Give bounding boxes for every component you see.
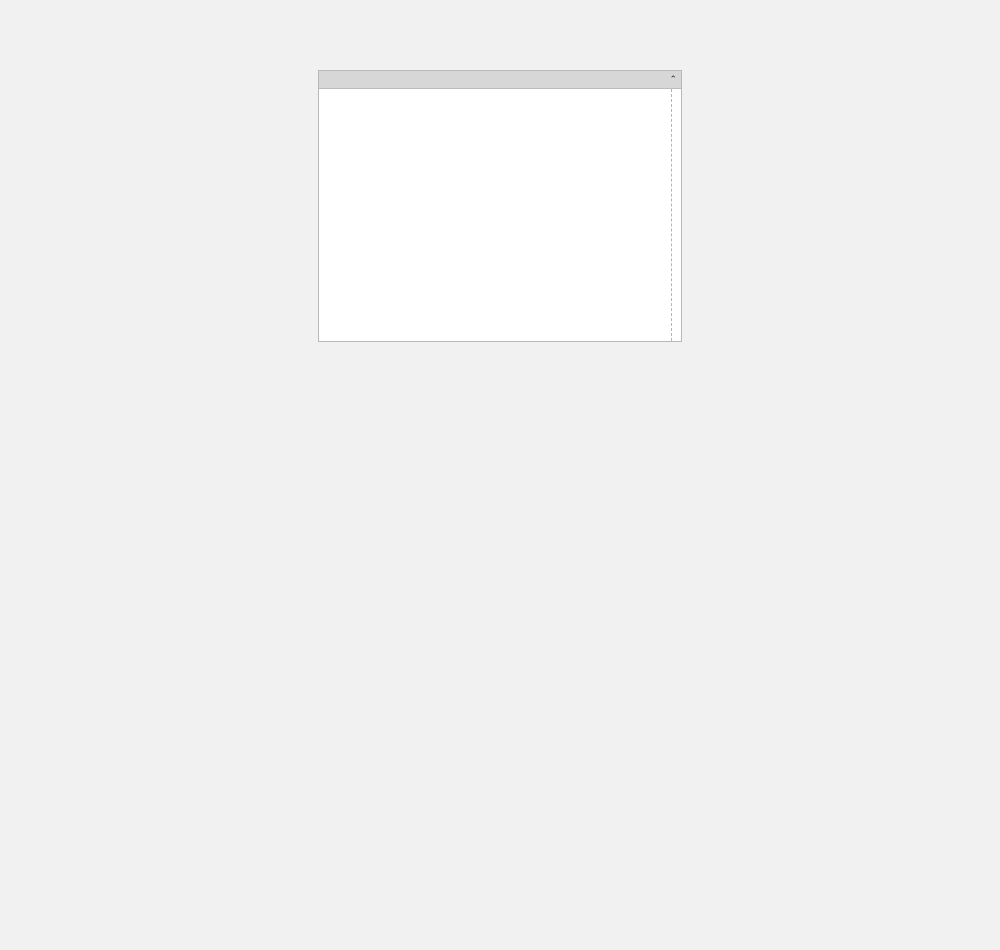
scrollbar[interactable] <box>671 89 681 341</box>
properties-panel <box>318 70 682 342</box>
collapse-icon[interactable]: ⌃ <box>669 75 677 85</box>
panel-header-graphics[interactable] <box>319 71 681 89</box>
